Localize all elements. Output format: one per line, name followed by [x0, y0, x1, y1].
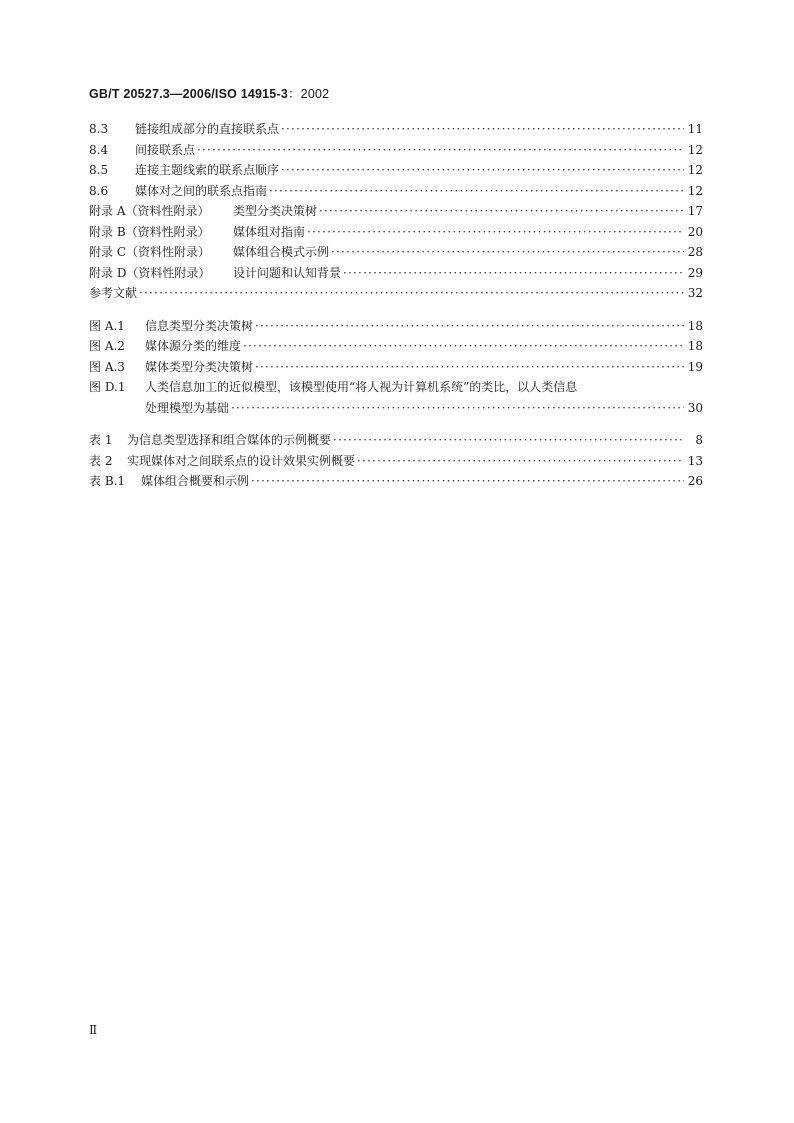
toc-entry-appendix-b[interactable] [89, 222, 703, 243]
leader-dots [197, 140, 684, 161]
toc-entry-8-5[interactable] [89, 160, 703, 181]
toc-entry-references[interactable] [89, 283, 703, 304]
leader-dots [243, 336, 684, 357]
appendix-title: 媒体组合模式示例 [233, 245, 330, 259]
leader-dots [269, 181, 684, 202]
figure-title-line1: 人类信息加工的近似模型，该模型使用“将人视为计算机系统”的类比，以人类信息 [145, 380, 578, 394]
toc-entry-table-b1[interactable] [89, 471, 703, 492]
leader-dots [357, 451, 684, 472]
toc-entry-appendix-c[interactable] [89, 242, 703, 263]
leader-dots [251, 471, 684, 492]
section-number: 8.3 [89, 122, 109, 136]
appendix-label: 附录 D（资料性附录） [89, 265, 211, 280]
section-title: 连接主题线索的联系点顺序 [135, 163, 280, 177]
page-number: 11 [687, 122, 703, 136]
document-header [89, 84, 329, 102]
toc-entry-figure-d1-continued[interactable] [89, 398, 703, 419]
toc-entry-appendix-a[interactable] [89, 201, 703, 222]
toc-entry-figure-d1[interactable] [89, 377, 703, 398]
section-number: 8.4 [89, 142, 109, 157]
appendix-label: 附录 A（资料性附录） [89, 204, 210, 218]
toc-entry-appendix-d[interactable] [89, 263, 703, 284]
page-number: 12 [687, 183, 703, 198]
section-number: 8.6 [89, 183, 109, 198]
leader-dots [255, 316, 684, 337]
leader-dots [319, 201, 684, 222]
toc-entry-table-2[interactable] [89, 451, 703, 472]
figure-number: 图 A.2 [89, 339, 125, 353]
leader-dots [307, 222, 684, 243]
page-number: 32 [687, 286, 703, 300]
appendix-title: 设计问题和认知背景 [233, 265, 342, 280]
page-number: 30 [687, 400, 703, 415]
page-number: 28 [687, 245, 703, 259]
page-number: 18 [687, 318, 703, 333]
leader-dots [333, 430, 685, 451]
figure-title: 媒体源分类的维度 [145, 339, 242, 353]
figure-title: 信息类型分类决策树 [145, 318, 254, 333]
appendix-title: 类型分类决策树 [233, 204, 318, 218]
leader-dots [343, 263, 684, 284]
table-number: 表 B.1 [89, 474, 126, 488]
page-number: 12 [687, 142, 703, 157]
figure-number: 图 D.1 [89, 380, 126, 394]
page-number: 12 [687, 163, 703, 177]
appendix-label: 附录 B（资料性附录） [89, 224, 210, 239]
page-number: 26 [687, 474, 703, 488]
page-footer-number: Ⅱ [89, 1023, 98, 1037]
toc-entry-figure-a1[interactable] [89, 316, 703, 337]
table-title: 实现媒体对之间联系点的设计效果实例概要 [127, 453, 356, 468]
table-number: 表 2 [89, 453, 113, 468]
table-title: 媒体组合概要和示例 [141, 474, 250, 488]
leader-dots [139, 283, 684, 304]
toc-entry-figure-a3[interactable] [89, 357, 703, 378]
appendix-title: 媒体组对指南 [233, 224, 306, 239]
page-number: 20 [687, 224, 703, 239]
page-number: 8 [695, 433, 703, 447]
leader-dots [231, 398, 684, 419]
toc-entry-table-1[interactable] [89, 430, 703, 451]
table-of-contents [89, 119, 703, 492]
toc-entry-figure-a2[interactable] [89, 336, 703, 357]
leader-dots [255, 357, 684, 378]
page-number: 19 [687, 359, 703, 374]
figure-number: 图 A.1 [89, 318, 125, 333]
page-number: 13 [687, 453, 703, 468]
toc-entry-8-3[interactable] [89, 119, 703, 140]
section-title: 间接联系点 [135, 142, 196, 157]
section-title: 链接组成部分的直接联系点 [135, 122, 280, 136]
section-number: 8.5 [89, 163, 109, 177]
figure-number: 图 A.3 [89, 359, 125, 374]
standard-number: GB/T 20527.3—2006/ISO 14915-3 [89, 87, 288, 101]
page-number: 17 [687, 204, 703, 218]
section-title: 媒体对之间的联系点指南 [135, 183, 268, 198]
standard-year: ：2002 [287, 87, 330, 101]
leader-dots [281, 160, 684, 181]
table-title: 为信息类型选择和组合媒体的示例概要 [127, 433, 332, 447]
appendix-label: 附录 C（资料性附录） [89, 245, 210, 259]
references-title: 参考文献 [89, 286, 138, 300]
toc-entry-8-6[interactable] [89, 181, 703, 202]
toc-entry-8-4[interactable] [89, 140, 703, 161]
figure-title: 媒体类型分类决策树 [145, 359, 254, 374]
leader-dots [331, 242, 684, 263]
leader-dots [281, 119, 684, 140]
figure-title-line2: 处理模型为基础 [145, 400, 230, 415]
page-number: 18 [687, 339, 703, 353]
page-number: 29 [687, 265, 703, 280]
table-number: 表 1 [89, 433, 113, 447]
